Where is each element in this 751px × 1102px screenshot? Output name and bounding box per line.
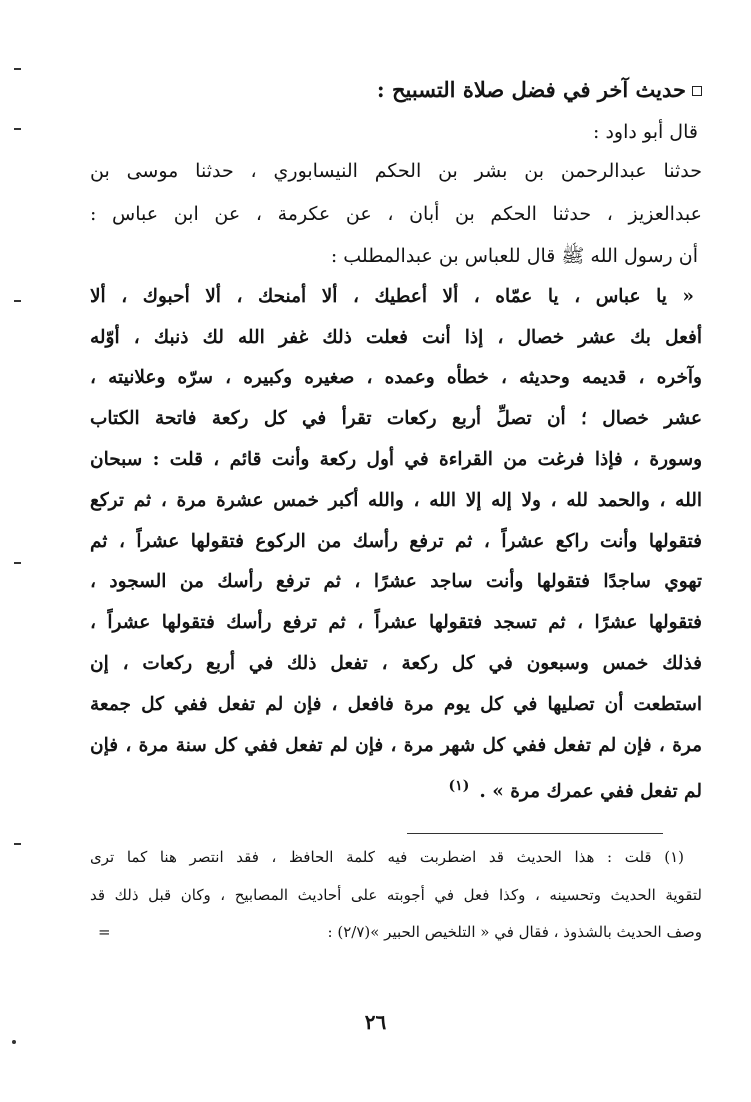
footnote-line: لتقوية الحديث وتحسينه ، وكذا فعل في أجوبته على أحاديث المصابيح ، وكان قبل ذلك قد	[90, 886, 702, 904]
footnote-reference: (١)	[448, 778, 470, 794]
footnote-line: (١) قلت : هذا الحديث قد اضطربت فيه كلمة الحافظ ، فقد انتصر هنا كما ترى	[90, 848, 684, 866]
hadith-line: عشر خصال ؛ أن تصلِّ أربع ركعات تقرأ في كل ركعة فاتحة الكتاب	[90, 408, 702, 429]
margin-mark	[14, 562, 21, 564]
margin-mark	[14, 128, 21, 130]
isnad-line: عبدالعزيز ، حدثنا الحكم بن أبان ، عن عكرمة ، عن ابن عباس :	[90, 203, 702, 225]
hadith-line: وسورة ، فإذا فرغت من القراءة في أول ركعة وأنت قائم ، قلت : سبحان	[90, 449, 702, 470]
margin-mark	[14, 300, 21, 302]
margin-mark	[14, 843, 21, 845]
hadith-line: فتقولها وأنت راكع عشراً ، ثم ترفع رأسك من الركوع فتقولها عشراً ، ثم	[90, 531, 702, 552]
footnote-last-text: وصف الحديث بالشذوذ ، فقال في « التلخيص الحبير »(٢/٧) :	[327, 923, 702, 941]
hadith-line: تهوي ساجدًا فتقولها وأنت ساجد عشرًا ، ثم ترفع رأسك من السجود ،	[90, 571, 702, 592]
isnad-line: أن رسول الله ﷺ قال للعباس بن عبدالمطلب :	[330, 245, 698, 267]
section-heading: حديث آخر في فضل صلاة التسبيح :	[90, 76, 702, 104]
hadith-line: فتقولها عشرًا ، ثم تسجد فتقولها عشراً ، ثم ترفع رأسك فتقولها عشراً ،	[90, 612, 702, 633]
page-number: ٢٦	[364, 1010, 387, 1034]
narrator-intro: قال أبو داود :	[593, 121, 698, 143]
hadith-line: أفعل بك عشر خصال ، إذا أنت فعلت ذلك غفر الله لك ذنبك ، أوّله	[90, 327, 702, 348]
footnote-block	[90, 0, 702, 1000]
hadith-closing-text: لم تفعل ففي عمرك مرة » .	[479, 781, 702, 802]
hadith-line: الله ، والحمد لله ، ولا إله إلا الله ، والله أكبر خمس عشرة مرة ، ثم تركع	[90, 490, 702, 511]
hadith-line: « يا عباس ، يا عمّاه ، ألا أعطيك ، ألا أمنحك ، ألا أحبوك ، ألا	[90, 286, 694, 307]
margin-dot	[12, 1040, 16, 1044]
hadith-line: فذلك خمس وسبعون في كل ركعة ، تفعل ذلك في أربع ركعات ، إن	[90, 653, 702, 674]
hadith-line: مرة ، فإن لم تفعل ففي كل شهر مرة ، فإن لم تفعل ففي كل سنة مرة ، فإن	[90, 735, 702, 756]
hadith-line: وآخره ، قديمه وحديثه ، خطأه وعمده ، صغيره وكبيره ، سرّه وعلانيته ،	[90, 367, 702, 388]
margin-mark	[14, 68, 21, 70]
hadith-line: استطعت أن تصليها في كل يوم مرة فافعل ، فإن لم تفعل ففي كل جمعة	[90, 694, 702, 715]
isnad-line: حدثنا عبدالرحمن بن بشر بن الحكم النيسابوري ، حدثنا موسى بن	[90, 160, 702, 182]
footnote-line	[90, 921, 702, 943]
continuation-mark: =	[98, 923, 111, 941]
